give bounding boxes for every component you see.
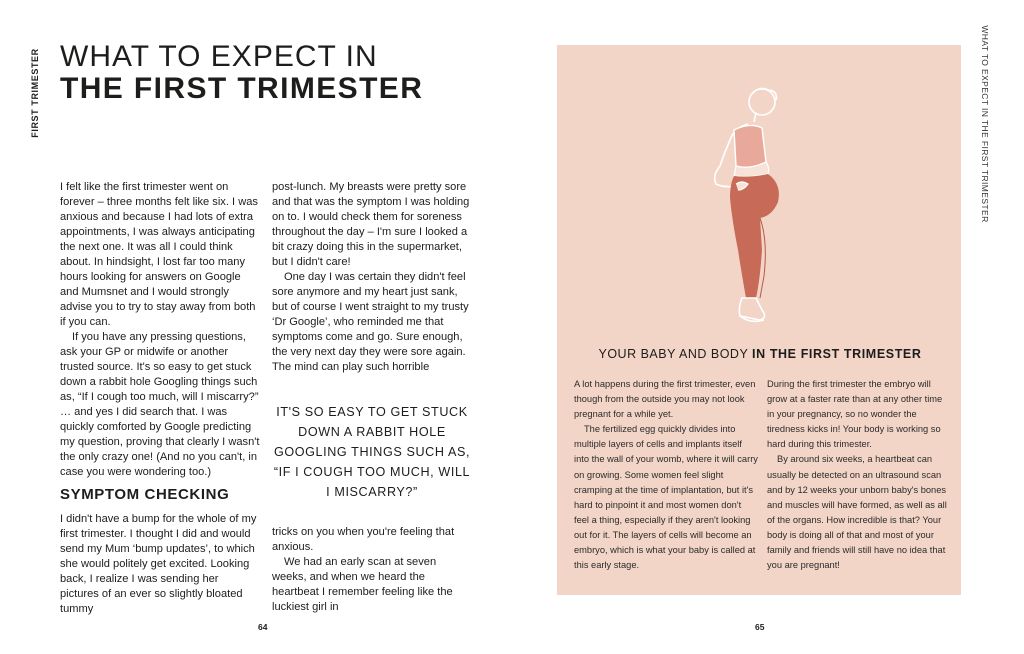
section-tab-left-label: FIRST TRIMESTER xyxy=(30,48,40,138)
paragraph: I felt like the first trimester went on forever – three months felt like six. I was anxious and because I had lots of extra appointments, I was always anticipating the next one. It was all I could think about. In hindsight, I lost far too many hours looking for answers on Google and Mumsnet and I would strongly advise you to try to stay away from both if you can. xyxy=(60,181,258,328)
pregnant-woman-illustration xyxy=(690,80,800,330)
body-column-1-top xyxy=(60,180,260,480)
pull-quote: IT'S SO EASY TO GET STUCK DOWN A RABBIT HOLE GOOGLING THINGS SUCH AS, “IF I COUGH TOO MUCH, WILL I MISCARRY?” xyxy=(273,405,471,499)
panel-heading xyxy=(560,347,960,361)
body-column-2-bottom xyxy=(272,525,472,615)
page-number-left: 64 xyxy=(258,622,268,632)
paragraph: One day I was certain they didn't feel sore anymore and my heart just sank, but of course I went straight to my trusty ‘Dr Google’, who reminded me that symptoms come and go. Sure enough, the very next day they were sore again. The mind can play such horrible xyxy=(272,271,469,373)
body-column-2-top xyxy=(272,180,472,375)
page-number-right: 65 xyxy=(755,622,765,632)
paragraph: post-lunch. My breasts were pretty sore and that was the symptom I was holding on to. I would check them for soreness throughout the day – I'm sure I looked a bit crazy doing this in the supermarket, but I didn't care! xyxy=(272,181,470,268)
paragraph: We had an early scan at seven weeks, and when we heard the heartbeat I remember feeling like the luckiest girl in xyxy=(272,556,453,613)
panel-heading-bold: IN THE FIRST TRIMESTER xyxy=(752,347,922,361)
panel-column-2 xyxy=(767,377,951,573)
paragraph: By around six weeks, a heartbeat can usually be detected on an ultrasound scan and by 12 weeks your unborn baby's bones and muscles will have formed, as well as all of the organs. How incredible is that? Your body is doing all of that and most of your family and friends will still have no idea that you are pregnant! xyxy=(767,454,947,571)
panel-column-1 xyxy=(574,377,758,573)
page-title-line-2: THE FIRST TRIMESTER xyxy=(60,72,424,105)
panel-heading-light: YOUR BABY AND BODY xyxy=(598,347,749,361)
paragraph: tricks on you when you're feeling that anxious. xyxy=(272,526,455,553)
paragraph: During the first trimester the embryo will grow at a faster rate than at any other time in your pregnancy, so no wonder the tiredness kicks in! Your body is working so hard during this trimester. xyxy=(767,379,943,450)
paragraph: I didn't have a bump for the whole of my first trimester. I thought I did and would send my Mum ‘bump updates’, to which she would politely get excited. Looking back, I realize I was sending her pictures of an ever so slightly bloated tummy xyxy=(60,513,257,615)
subheading-symptom-checking: SYMPTOM CHECKING xyxy=(60,486,230,503)
paragraph: If you have any pressing questions, ask your GP or midwife or another trusted source. It's so easy to get stuck down a rabbit hole Googling things such as, “If I cough too much, will I miscarry?” … and yes I did search that. I was quickly comforted by Google predicting my question, proving that clearly I wasn't the only crazy one! (And no you can't, in case you were wondering too.) xyxy=(60,331,260,478)
section-tab-right-label: WHAT TO EXPECT IN THE FIRST TRIMESTER xyxy=(980,25,990,223)
paragraph: A lot happens during the first trimester, even though from the outside you may not look pregnant for a while yet. xyxy=(574,379,756,420)
section-tab-left xyxy=(28,48,42,138)
body-column-1-bottom xyxy=(60,512,260,617)
paragraph: The fertilized egg quickly divides into multiple layers of cells and implants itself into the wall of your womb, where it will carry on growing. Some women feel slight cramping at the time of implantation, but it's hard to pinpoint it and most women don't feel a thing, especially if they aren't looking out for it. The layers of cells will become an embryo, which is what your baby is called at this early stage. xyxy=(574,424,758,571)
section-tab-right xyxy=(978,25,992,223)
page-title-line-1: WHAT TO EXPECT IN xyxy=(60,40,378,73)
